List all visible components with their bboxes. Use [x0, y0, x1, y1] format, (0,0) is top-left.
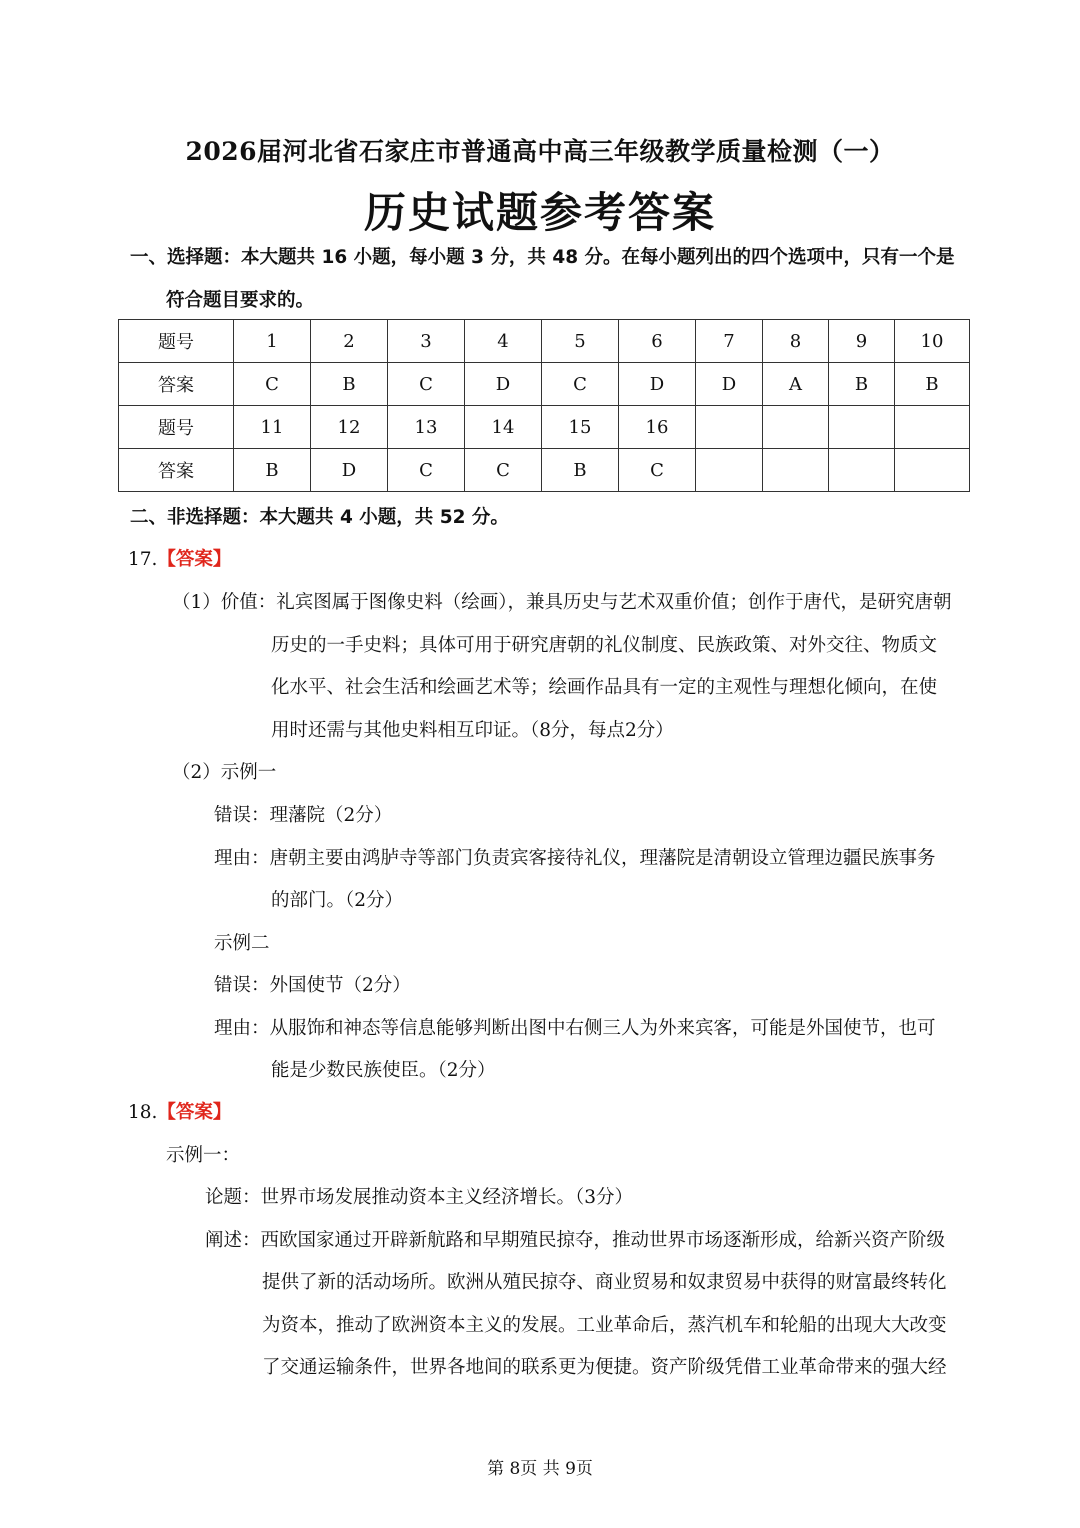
q17-number: 17.: [128, 549, 158, 570]
section1-heading-cont: 符合题目要求的。: [166, 290, 315, 311]
table-cell: [895, 449, 970, 492]
table-row-header: 答案: [119, 449, 234, 492]
table-cell: 9: [829, 320, 895, 363]
q17-ex1-reason-line1: 理由：唐朝主要由鸿胪寺等部门负责宾客接待礼仪，理藩院是清朝设立管理边疆民族事务: [214, 848, 936, 869]
table-cell: D: [465, 363, 542, 406]
table-cell: 10: [895, 320, 970, 363]
table-cell: D: [619, 363, 696, 406]
q18-argument-line2: 提供了新的活动场所。欧洲从殖民掠夺、商业贸易和奴隶贸易中获得的财富最终转化: [262, 1272, 947, 1293]
answer-table: [118, 319, 970, 492]
table-cell: C: [388, 449, 465, 492]
q18-argument-line3: 为资本，推动了欧洲资本主义的发展。工业革命后，蒸汽机车和轮船的出现大大改变: [262, 1315, 947, 1336]
table-cell: B: [829, 363, 895, 406]
q18-example-heading: 示例一：: [166, 1145, 241, 1166]
table-cell: 15: [542, 406, 619, 449]
table-cell: C: [619, 449, 696, 492]
table-cell: B: [311, 363, 388, 406]
table-cell: 4: [465, 320, 542, 363]
table-row: [119, 449, 970, 492]
table-cell: 11: [234, 406, 311, 449]
q17-ex2-reason-line2: 能是少数民族使臣。（2分）: [271, 1060, 496, 1081]
table-row: [119, 363, 970, 406]
table-cell: [895, 406, 970, 449]
q17-p1-line2: 历史的一手史料；具体可用于研究唐朝的礼仪制度、民族政策、对外交往、物质文: [271, 635, 938, 656]
q18-answer-tag: 【答案】: [157, 1102, 232, 1123]
q17-ex2-heading: 示例二: [214, 933, 270, 954]
table-cell: 7: [696, 320, 763, 363]
table-cell: 16: [619, 406, 696, 449]
q18-thesis: 论题：世界市场发展推动资本主义经济增长。（3分）: [205, 1187, 634, 1208]
table-cell: C: [542, 363, 619, 406]
table-cell: D: [696, 363, 763, 406]
q17-ex1-error: 错误：理藩院（2分）: [214, 805, 393, 826]
table-cell: 14: [465, 406, 542, 449]
table-cell: B: [234, 449, 311, 492]
q17-ex1-reason-line2: 的部门。（2分）: [271, 890, 404, 911]
q17-p1-line3: 化水平、社会生活和绘画艺术等；绘画作品具有一定的主观性与理想化倾向，在使: [271, 677, 938, 698]
table-row-header: 答案: [119, 363, 234, 406]
q18-label: [128, 1098, 231, 1124]
q17-p1-line1: （1）价值：礼宾图属于图像史料（绘画），兼具历史与艺术双重价值；创作于唐代，是研究唐朝: [172, 592, 952, 613]
table-cell: [763, 449, 829, 492]
table-cell: C: [388, 363, 465, 406]
table-cell: [829, 406, 895, 449]
section2-heading: 二、非选择题：本大题共 4 小题，共 52 分。: [130, 507, 509, 528]
table-cell: 5: [542, 320, 619, 363]
table-cell: A: [763, 363, 829, 406]
table-cell: 8: [763, 320, 829, 363]
table-cell: [829, 449, 895, 492]
table-cell: D: [311, 449, 388, 492]
table-cell: 2: [311, 320, 388, 363]
table-cell: 6: [619, 320, 696, 363]
table-cell: B: [542, 449, 619, 492]
table-row: [119, 320, 970, 363]
q18-argument-line1: 阐述：西欧国家通过开辟新航路和早期殖民掠夺，推动世界市场逐渐形成，给新兴资产阶级: [205, 1230, 946, 1251]
q17-answer-tag: 【答案】: [157, 549, 232, 570]
q17-p1-line4: 用时还需与其他史料相互印证。（8分，每点2分）: [271, 720, 674, 741]
q17-label: [128, 545, 231, 571]
table-row-header: 题号: [119, 320, 234, 363]
exam-title: 2026届河北省石家庄市普通高中高三年级教学质量检测（一）: [185, 137, 895, 166]
table-cell: 3: [388, 320, 465, 363]
table-cell: [696, 449, 763, 492]
table-cell: B: [895, 363, 970, 406]
table-cell: [696, 406, 763, 449]
subject-title: 历史试题参考答案: [363, 188, 716, 237]
table-cell: 1: [234, 320, 311, 363]
q17-ex2-reason-line1: 理由：从服饰和神态等信息能够判断出图中右侧三人为外来宾客，可能是外国使节，也可: [214, 1018, 936, 1039]
q17-ex2-error: 错误：外国使节（2分）: [214, 975, 411, 996]
page-number: 第 8页 共 9页: [487, 1459, 593, 1479]
q18-argument-line4: 了交通运输条件，世界各地间的联系更为便捷。资产阶级凭借工业革命带来的强大经: [262, 1357, 947, 1378]
table-row: [119, 406, 970, 449]
table-cell: C: [465, 449, 542, 492]
table-cell: C: [234, 363, 311, 406]
table-cell: 12: [311, 406, 388, 449]
table-cell: 13: [388, 406, 465, 449]
q18-number: 18.: [128, 1102, 158, 1123]
table-row-header: 题号: [119, 406, 234, 449]
table-cell: [763, 406, 829, 449]
q17-p2-heading: （2）示例一: [172, 762, 277, 783]
section1-heading: 一、选择题：本大题共 16 小题，每小题 3 分，共 48 分。在每小题列出的四个选项中，只有一个是: [130, 247, 955, 268]
